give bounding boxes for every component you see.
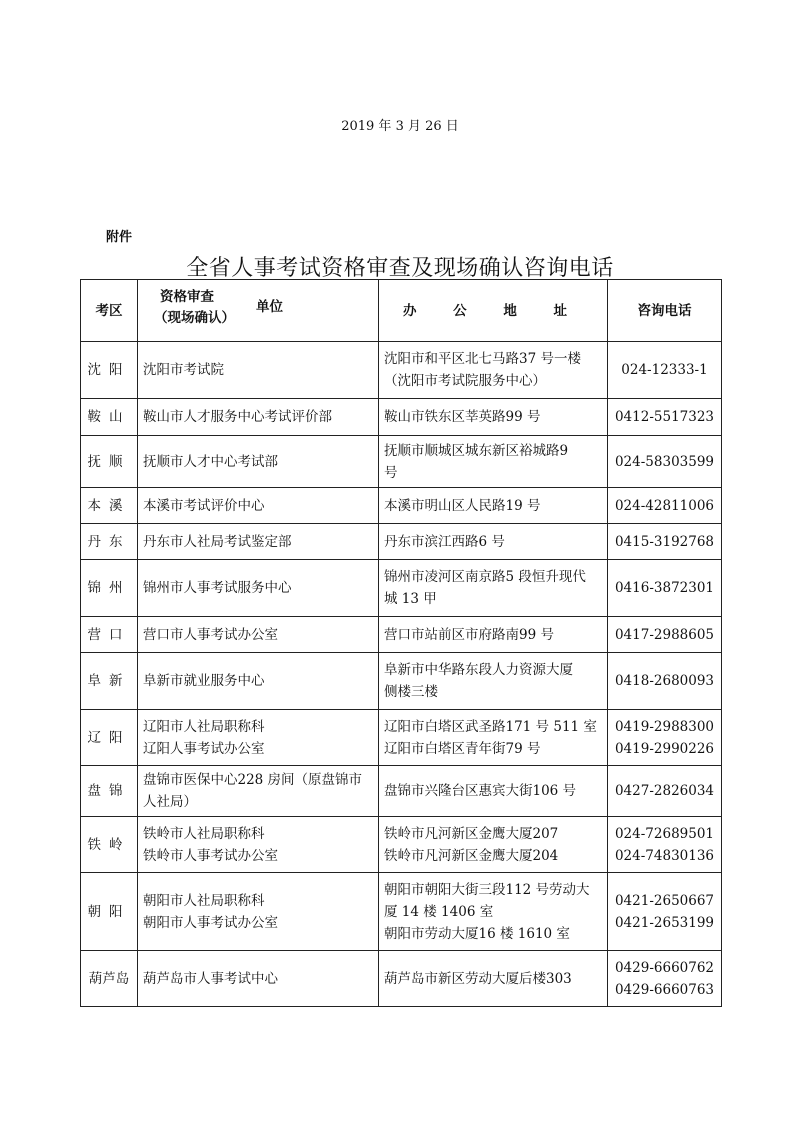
phone-line: 0418-2680093 [614,673,715,689]
unit-cell [138,766,379,817]
address-cell [379,617,608,653]
phone-line: 0421-2650667 [614,892,715,909]
address-line: 丹东市滨江西路6 号 [384,533,505,550]
unit-cell [138,710,379,766]
phone-line: 0421-2653199 [614,914,715,931]
table-row [81,653,722,710]
header-phone: 咨询电话 [608,280,722,342]
table-row [81,488,722,524]
phone-cell [608,951,722,1007]
address-cell [379,817,608,873]
address-line: 朝阳市朝阳大街三段112 号劳动大 [384,881,590,898]
phone-cell [608,766,722,817]
unit-cell [138,524,379,560]
header-region: 考区 [81,280,138,342]
address-line: 侧楼三楼 [384,684,438,700]
address-line: 锦州市凌河区南京路5 段恒升现代 [384,569,586,585]
phone-line: 0429-6660762 [614,959,715,976]
address-line: 阜新市中华路东段人力资源大厦 [384,662,573,678]
address-line: 铁岭市凡河新区金鹰大厦207 [384,825,559,842]
region-cell: 丹东 [81,524,138,560]
unit-line: 葫芦岛市人事考试中心 [143,970,278,987]
phone-line: 024-12333-1 [621,362,708,378]
region-cell: 阜新 [81,653,138,710]
address-line: 抚顺市顺城区城东新区裕城路9 [384,442,569,459]
contact-table-body [81,280,722,1007]
header-address: 办 公 地 址 [379,280,608,342]
unit-line: 鞍山市人才服务中心考试评价部 [143,409,332,425]
region-cell: 本溪 [81,488,138,524]
document-date: 2019 年 3 月 26 日 [341,119,459,134]
table-row [81,951,722,1007]
table-row [81,710,722,766]
address-cell [379,951,608,1007]
region-cell: 盘锦 [81,766,138,817]
phone-line: 024-58303599 [614,453,715,470]
unit-cell [138,653,379,710]
attachment-label: 附件 [106,230,133,245]
phone-line: 0419-2990226 [614,740,715,757]
address-line: 本溪市明山区人民路19 号 [384,497,541,514]
table-row [81,342,722,399]
region-cell: 辽阳 [81,710,138,766]
address-line: 辽阳市白塔区青年街79 号 [384,740,541,757]
unit-cell [138,873,379,951]
phone-line: 024-42811006 [614,497,715,514]
region-cell: 锦州 [81,560,138,617]
unit-line: 锦州市人事考试服务中心 [143,580,292,596]
unit-line: 人社局） [143,794,197,810]
unit-line: 朝阳市人社局职称科 [143,892,265,909]
phone-line: 0416-3872301 [614,580,715,596]
address-cell [379,873,608,951]
address-cell [379,436,608,488]
contact-table [80,279,722,1007]
address-cell [379,488,608,524]
phone-cell [608,560,722,617]
unit-line: 辽阳人事考试办公室 [143,740,265,757]
phone-cell [608,399,722,436]
unit-cell [138,342,379,399]
address-line: 铁岭市凡河新区金鹰大厦204 [384,847,559,864]
address-line: 城 13 甲 [384,591,437,607]
unit-line: 铁岭市人社局职称科 [143,825,265,842]
phone-line: 0427-2826034 [614,783,715,799]
address-line: 鞍山市铁东区莘英路99 号 [384,409,541,425]
address-line: 辽阳市白塔区武圣路171 号 511 室 [384,718,597,735]
unit-cell [138,617,379,653]
region-cell: 葫芦岛 [81,951,138,1007]
unit-line: 朝阳市人事考试办公室 [143,914,278,931]
document-title: 全省人事考试资格审查及现场确认咨询电话 [186,256,614,281]
phone-cell [608,488,722,524]
phone-cell [608,653,722,710]
region-cell: 朝阳 [81,873,138,951]
table-header-row [81,280,722,342]
unit-line: 沈阳市考试院 [143,362,224,378]
address-line: 厦 14 楼 1406 室 [384,903,494,920]
address-line: 营口市站前区市府路南99 号 [384,626,554,643]
phone-line: 024-72689501 [614,825,715,842]
address-cell [379,524,608,560]
header-unit-line1: 资格审查 [160,289,214,305]
address-cell [379,342,608,399]
phone-line: 0417-2988605 [614,626,715,643]
header-unit-line2: （现场确认） [154,310,235,326]
unit-cell [138,399,379,436]
table-row [81,873,722,951]
unit-cell [138,560,379,617]
phone-cell [608,342,722,399]
region-cell: 抚顺 [81,436,138,488]
phone-line: 024-74830136 [614,847,715,864]
unit-line: 辽阳市人社局职称科 [143,718,265,735]
table-row [81,560,722,617]
address-line: 沈阳市和平区北七马路37 号一楼 [384,351,581,367]
unit-cell [138,817,379,873]
address-line: 号 [384,464,398,481]
unit-line: 阜新市就业服务中心 [143,673,265,689]
table-row [81,617,722,653]
unit-cell [138,488,379,524]
phone-cell [608,524,722,560]
unit-line: 盘锦市医保中心228 房间（原盘锦市 [143,772,363,788]
header-unit [138,280,379,342]
unit-line: 铁岭市人事考试办公室 [143,847,278,864]
region-cell: 鞍山 [81,399,138,436]
unit-line: 营口市人事考试办公室 [143,626,278,643]
address-cell [379,560,608,617]
unit-cell [138,951,379,1007]
table-row [81,766,722,817]
table-row [81,436,722,488]
region-cell: 沈阳 [81,342,138,399]
region-cell: 铁岭 [81,817,138,873]
header-unit-line3: 单位 [256,299,283,315]
phone-cell [608,710,722,766]
phone-cell [608,436,722,488]
address-cell [379,399,608,436]
phone-cell [608,617,722,653]
unit-line: 抚顺市人才中心考试部 [143,453,278,470]
region-cell: 营口 [81,617,138,653]
table-row [81,399,722,436]
unit-line: 本溪市考试评价中心 [143,497,265,514]
unit-line: 丹东市人社局考试鉴定部 [143,533,292,550]
phone-cell [608,873,722,951]
phone-line: 0412-5517323 [614,409,715,425]
address-cell [379,766,608,817]
unit-cell [138,436,379,488]
phone-line: 0415-3192768 [614,533,715,550]
address-cell [379,710,608,766]
table-row [81,817,722,873]
address-line: （沈阳市考试院服务中心） [384,373,546,389]
phone-line: 0419-2988300 [614,718,715,735]
address-line: 盘锦市兴隆台区惠宾大街106 号 [384,783,577,799]
address-line: 葫芦岛市新区劳动大厦后楼303 [384,970,572,987]
phone-cell [608,817,722,873]
table-row [81,524,722,560]
address-cell [379,653,608,710]
phone-line: 0429-6660763 [614,981,715,998]
address-line: 朝阳市劳动大厦16 楼 1610 室 [384,925,570,942]
